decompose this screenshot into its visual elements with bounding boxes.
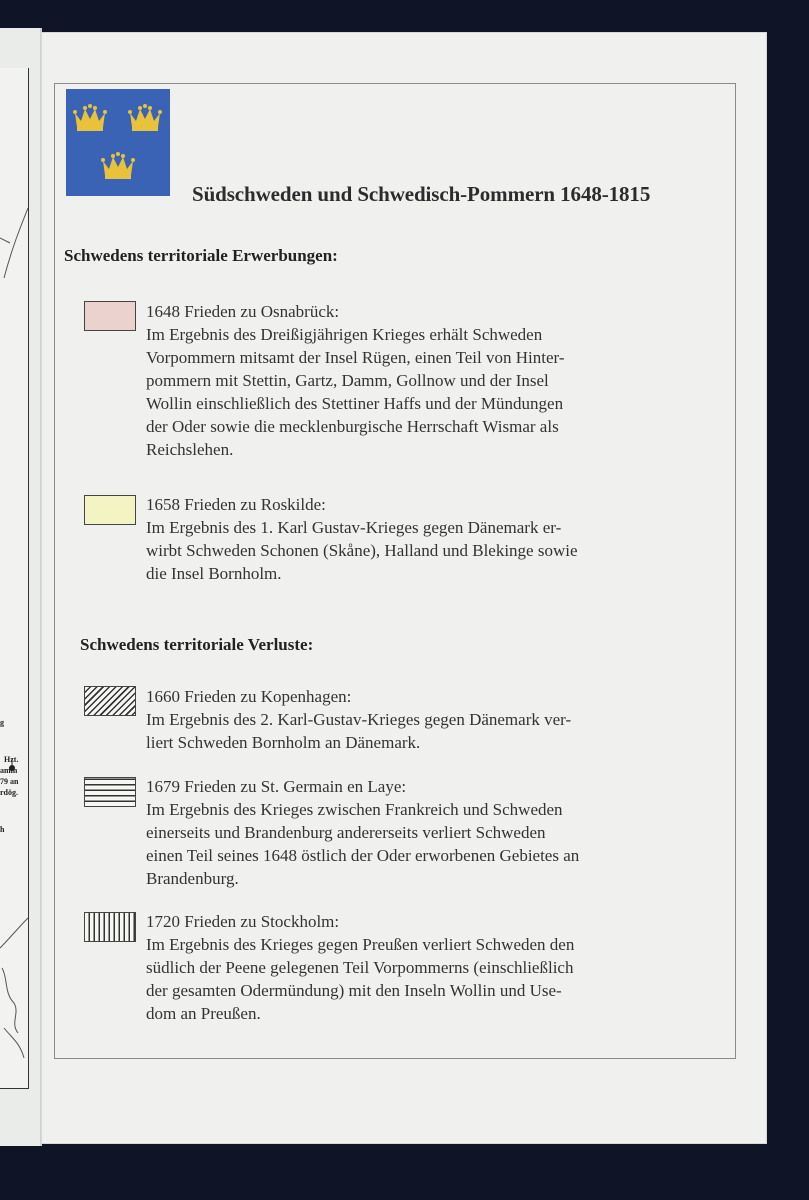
map-frame	[0, 68, 29, 1089]
legend-swatch-yellow	[84, 495, 136, 525]
entry-line: der gesamten Odermündung) mit den Inseln Wollin und Use-	[146, 981, 562, 1000]
legend-entry	[146, 493, 706, 585]
entry-line: liert Schweden Bornholm an Dänemark.	[146, 733, 421, 752]
map-lines	[0, 68, 28, 1088]
three-crowns-flag-icon	[66, 89, 170, 196]
legend-entry	[146, 775, 706, 890]
entry-line: der Oder sowie die mecklenburgische Herrschaft Wismar als	[146, 417, 559, 436]
losses-heading: Schwedens territoriale Verluste:	[80, 635, 314, 654]
entry-line: dom an Preußen.	[146, 1004, 261, 1023]
entry-line: Reichslehen.	[146, 440, 234, 459]
entry-line: 1660 Frieden zu Kopenhagen:	[146, 687, 352, 706]
entry-line: einerseits und Brandenburg andererseits verliert Schweden	[146, 823, 546, 842]
entry-line: 1658 Frieden zu Roskilde:	[146, 495, 326, 514]
entry-line: pommern mit Stettin, Gartz, Damm, Gollnow und der Insel	[146, 371, 549, 390]
map-label-fragment: Hzt.	[4, 755, 19, 764]
entry-line: Wollin einschließlich des Stettiner Haffs und der Mündungen	[146, 394, 564, 413]
entry-line: Im Ergebnis des Krieges gegen Preußen verliert Schweden den	[146, 935, 575, 954]
entry-line: 1720 Frieden zu Stockholm:	[146, 912, 340, 931]
map-label-fragment: amin	[0, 766, 18, 775]
map-label-fragment: 79 an	[0, 777, 19, 786]
entry-line: 1648 Frieden zu Osnabrück:	[146, 302, 340, 321]
left-page-map	[0, 28, 42, 1146]
document-page	[42, 33, 766, 1143]
map-label-fragment: rdög.	[0, 788, 18, 797]
entry-line: einen Teil seines 1648 östlich der Oder erworbenen Gebietes an	[146, 846, 580, 865]
entry-line: 1679 Frieden zu St. Germain en Laye:	[146, 777, 407, 796]
entry-line: wirbt Schweden Schonen (Skåne), Halland und Blekinge sowie	[146, 541, 578, 560]
page-title: Südschweden und Schwedisch-Pommern 1648-1815	[192, 182, 651, 206]
legend-swatch-vertical-hatch	[84, 912, 136, 942]
entry-line: Im Ergebnis des 2. Karl-Gustav-Krieges gegen Dänemark ver-	[146, 710, 572, 729]
entry-line: südlich der Peene gelegenen Teil Vorpommerns (einschließlich	[146, 958, 574, 977]
acquisitions-heading: Schwedens territoriale Erwerbungen:	[64, 246, 338, 265]
legend-entry	[146, 910, 706, 1025]
crown-icon	[127, 103, 163, 133]
entry-line: Vorpommern mitsamt der Insel Rügen, einen Teil von Hinter-	[146, 348, 565, 367]
entry-line: Im Ergebnis des Dreißigjährigen Krieges erhält Schweden	[146, 325, 543, 344]
entry-line: Im Ergebnis des 1. Karl Gustav-Krieges gegen Dänemark er-	[146, 518, 562, 537]
legend-entry	[146, 300, 706, 461]
legend-swatch-pink	[84, 301, 136, 331]
entry-line: Im Ergebnis des Krieges zwischen Frankreich und Schweden	[146, 800, 563, 819]
crown-icon	[100, 151, 136, 181]
legend-entry	[146, 685, 706, 754]
crown-icon	[72, 103, 108, 133]
legend-swatch-horizontal-hatch	[84, 777, 136, 807]
map-label-fragment: g	[0, 718, 4, 727]
legend-swatch-diagonal-hatch	[84, 686, 136, 716]
entry-line: Brandenburg.	[146, 869, 239, 888]
entry-line: die Insel Bornholm.	[146, 564, 282, 583]
map-label-fragment: h	[0, 825, 5, 834]
